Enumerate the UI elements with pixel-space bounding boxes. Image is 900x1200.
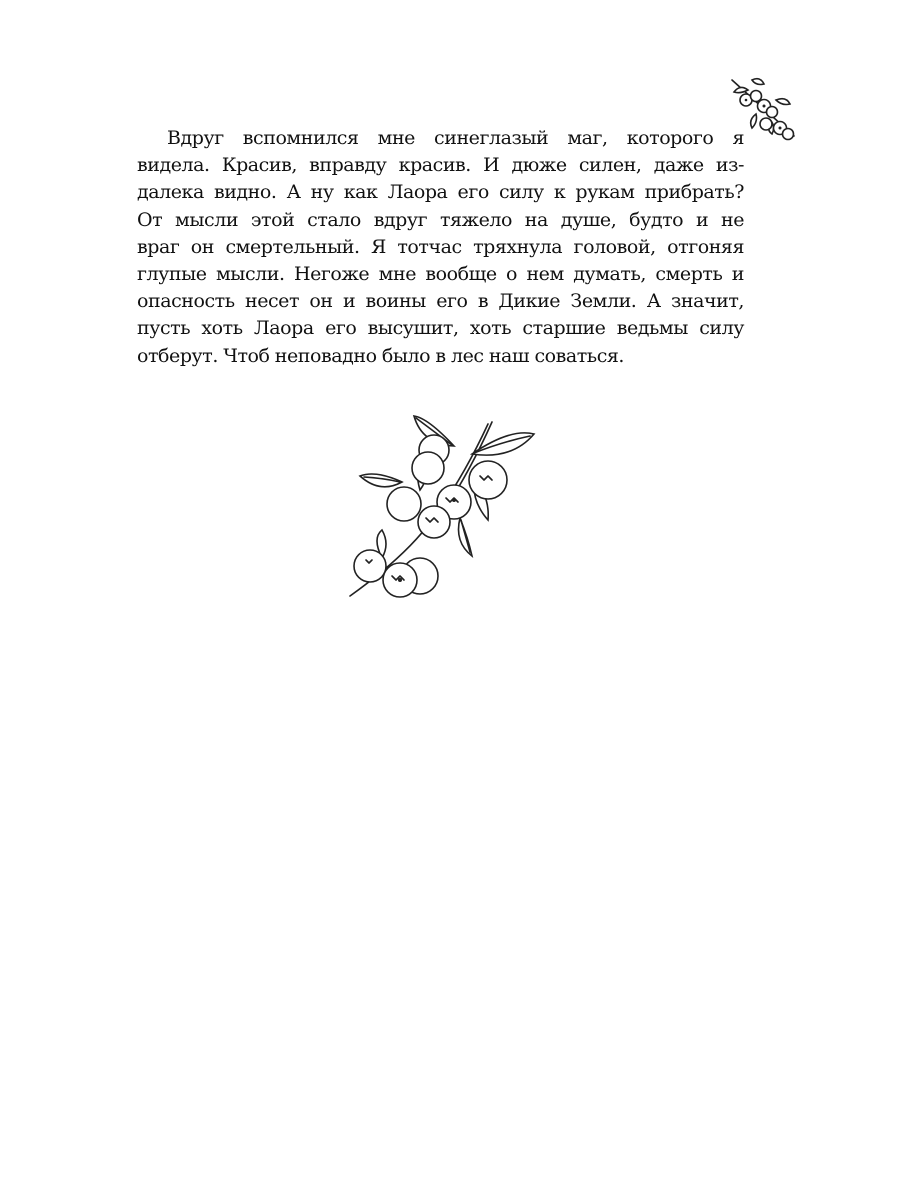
paragraph-line: отберут. Чтоб неповадно было в лес наш соваться. [137,344,625,367]
paragraph-line: далека видно. А ну как Лаора его силу к рукам прибрать? [137,181,744,204]
paragraph [137,125,744,370]
paragraph-line: Вдруг вспомнился мне синеглазый маг, которого я [167,127,744,149]
berry-branch-icon [342,410,542,600]
paragraph-line: пусть хоть Лаора его высушит, хоть старшие ведьмы силу [137,317,744,340]
paragraph-line: глупые мысли. Негоже мне вообще о нем думать, смерть и [137,262,744,285]
paragraph-line: опасность несет он и воины его в Дикие Земли. А значит, [137,290,744,313]
paragraph-line: видела. Красив, вправду красив. И дюже силен, даже из- [137,154,744,177]
paragraph-line: враг он смертельный. Я тотчас тряхнула головой, отгоняя [137,235,744,258]
paragraph-line: От мысли этой стало вдруг тяжело на душе, будто и не [137,208,744,231]
